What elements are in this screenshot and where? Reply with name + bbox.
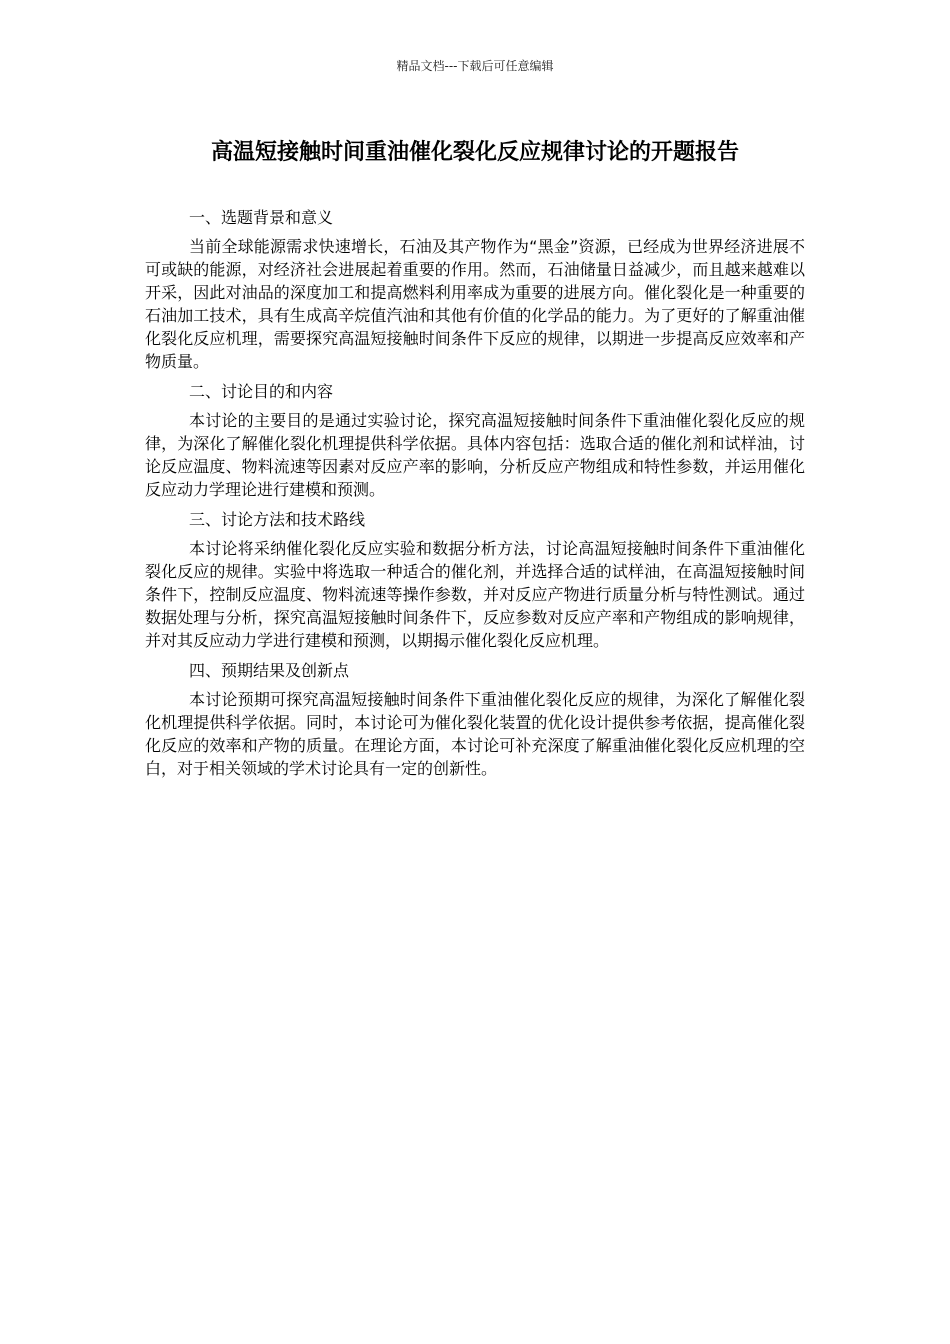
document-title: 高温短接触时间重油催化裂化反应规律讨论的开题报告: [210, 140, 739, 165]
section-heading: 四、预期结果及创新点: [189, 661, 350, 680]
section-paragraph: 本讨论将采纳催化裂化反应实验和数据分析方法，讨论高温短接触时间条件下重油催化裂化反应的规律。实验中将选取一种适合的催化剂，并选择合适的试样油，在高温短接触时间条件下，控制反应温度、物料流速等操作参数，并对反应产物进行质量分析与特性测试。通过数据处理与分析，探究高温短接触时间条件下，反应参数对反应产率和产物组成的影响规律，并对其反应动力学进行建模和预测，以期揭示催化裂化反应机理。: [145, 539, 805, 650]
section-paragraph: 本讨论预期可探究高温短接触时间条件下重油催化裂化反应的规律，为深化了解催化裂化机理提供科学依据。同时，本讨论可为催化裂化装置的优化设计提供参考依据，提高催化裂化反应的效率和产物的质量。在理论方面，本讨论可补充深度了解重油催化裂化反应机理的空白，对于相关领域的学术讨论具有一定的创新性。: [145, 690, 805, 778]
section-background: [145, 206, 805, 373]
section-paragraph: 本讨论的主要目的是通过实验讨论，探究高温短接触时间条件下重油催化裂化反应的规律，为深化了解催化裂化机理提供科学依据。具体内容包括：选取合适的催化剂和试样油，讨论反应温度、物料流速等因素对反应产率的影响，分析反应产物组成和特性参数，并运用催化反应动力学理论进行建模和预测。: [145, 411, 805, 499]
document-body: [145, 206, 805, 787]
header-note: 精品文档---下载后可任意编辑: [396, 59, 554, 73]
section-heading: 一、选题背景和意义: [189, 208, 334, 227]
section-expected-results: [145, 659, 805, 780]
section-heading: 二、讨论目的和内容: [189, 382, 334, 401]
section-paragraph: 当前全球能源需求快速增长，石油及其产物作为“黑金”资源，已经成为世界经济进展不可或缺的能源，对经济社会进展起着重要的作用。然而，石油储量日益减少，而且越来越难以开采，因此对油品的深度加工和提高燃料利用率成为重要的进展方向。催化裂化是一种重要的石油加工技术，具有生成高辛烷值汽油和其他有价值的化学品的能力。为了更好的了解重油催化裂化反应机理，需要探究高温短接触时间条件下反应的规律，以期进一步提高反应效率和产物质量。: [145, 237, 805, 371]
section-objectives: [145, 380, 805, 501]
section-methods: [145, 508, 805, 652]
section-heading: 三、讨论方法和技术路线: [189, 510, 366, 529]
